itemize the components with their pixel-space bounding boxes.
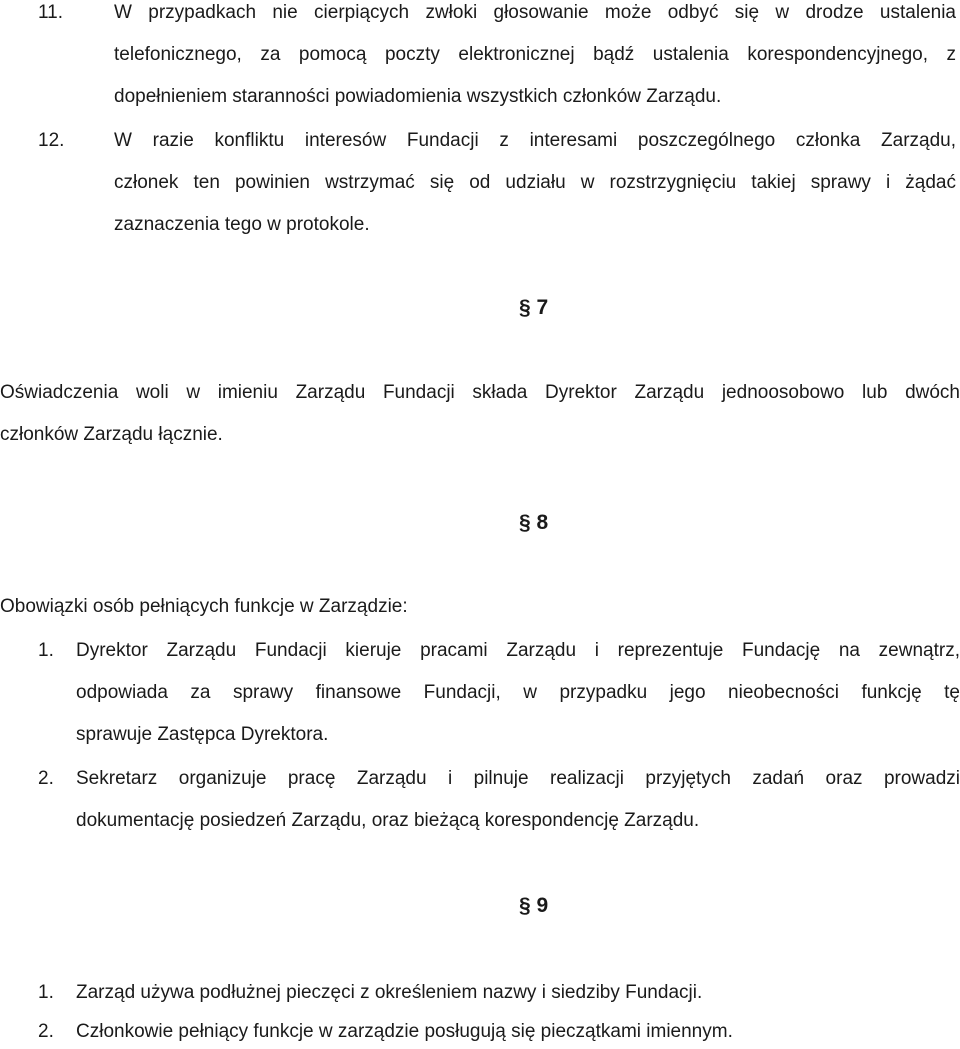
- item-line: Sekretarz organizuje pracę Zarządu i pilnuje realizacji przyjętych zadań oraz prowadzi: [76, 768, 960, 789]
- item-line: dokumentację posiedzeń Zarządu, oraz bieżącą korespondencję Zarządu.: [76, 810, 700, 831]
- section-number: 8: [536, 511, 549, 534]
- item-line: dopełnieniem staranności powiadomienia wszystkich członków Zarządu.: [114, 86, 722, 107]
- item-line: W razie konfliktu interesów Fundacji z interesami poszczególnego członka Zarządu,: [114, 130, 956, 151]
- item-line: członek ten powinien wstrzymać się od udziału w rozstrzygnięciu takiej sprawy i żądać: [114, 172, 956, 193]
- section-symbol: §: [519, 894, 531, 917]
- item-line: W przypadkach nie cierpiących zwłoki głosowanie może odbyć się w drodze ustalenia: [114, 2, 956, 23]
- section-intro: Obowiązki osób pełniących funkcje w Zarządzie:: [0, 596, 408, 617]
- item-number: 1.: [38, 640, 54, 661]
- section-heading-8: [519, 511, 548, 535]
- item-number: 1.: [38, 982, 54, 1003]
- item-line: telefonicznego, za pomocą poczty elektronicznej bądź ustalenia korespondencyjnego, z: [114, 44, 956, 65]
- paragraph-line: Oświadczenia woli w imieniu Zarządu Fundacji składa Dyrektor Zarządu jednoosobowo lub dwóch: [0, 382, 960, 403]
- section-number: 9: [536, 894, 549, 917]
- item-number: 2.: [38, 768, 54, 789]
- section-symbol: §: [519, 296, 531, 319]
- item-line: sprawuje Zastępca Dyrektora.: [76, 724, 329, 745]
- section-symbol: §: [519, 511, 531, 534]
- item-number: 12.: [38, 130, 65, 151]
- item-number: 2.: [38, 1021, 54, 1042]
- item-line: Zarząd używa podłużnej pieczęci z określeniem nazwy i siedziby Fundacji.: [76, 982, 703, 1003]
- section-heading-7: [519, 296, 548, 320]
- item-line: zaznaczenia tego w protokole.: [114, 214, 370, 235]
- item-line: Członkowie pełniący funkcje w zarządzie posługują się pieczątkami imiennym.: [76, 1021, 733, 1042]
- section-heading-9: [519, 894, 548, 918]
- section-number: 7: [536, 296, 549, 319]
- item-line: Dyrektor Zarządu Fundacji kieruje pracami Zarządu i reprezentuje Fundację na zewnątrz,: [76, 640, 960, 661]
- item-line: odpowiada za sprawy finansowe Fundacji, w przypadku jego nieobecności funkcję tę: [76, 682, 960, 703]
- paragraph-line: członków Zarządu łącznie.: [0, 424, 223, 445]
- item-number: 11.: [38, 2, 64, 23]
